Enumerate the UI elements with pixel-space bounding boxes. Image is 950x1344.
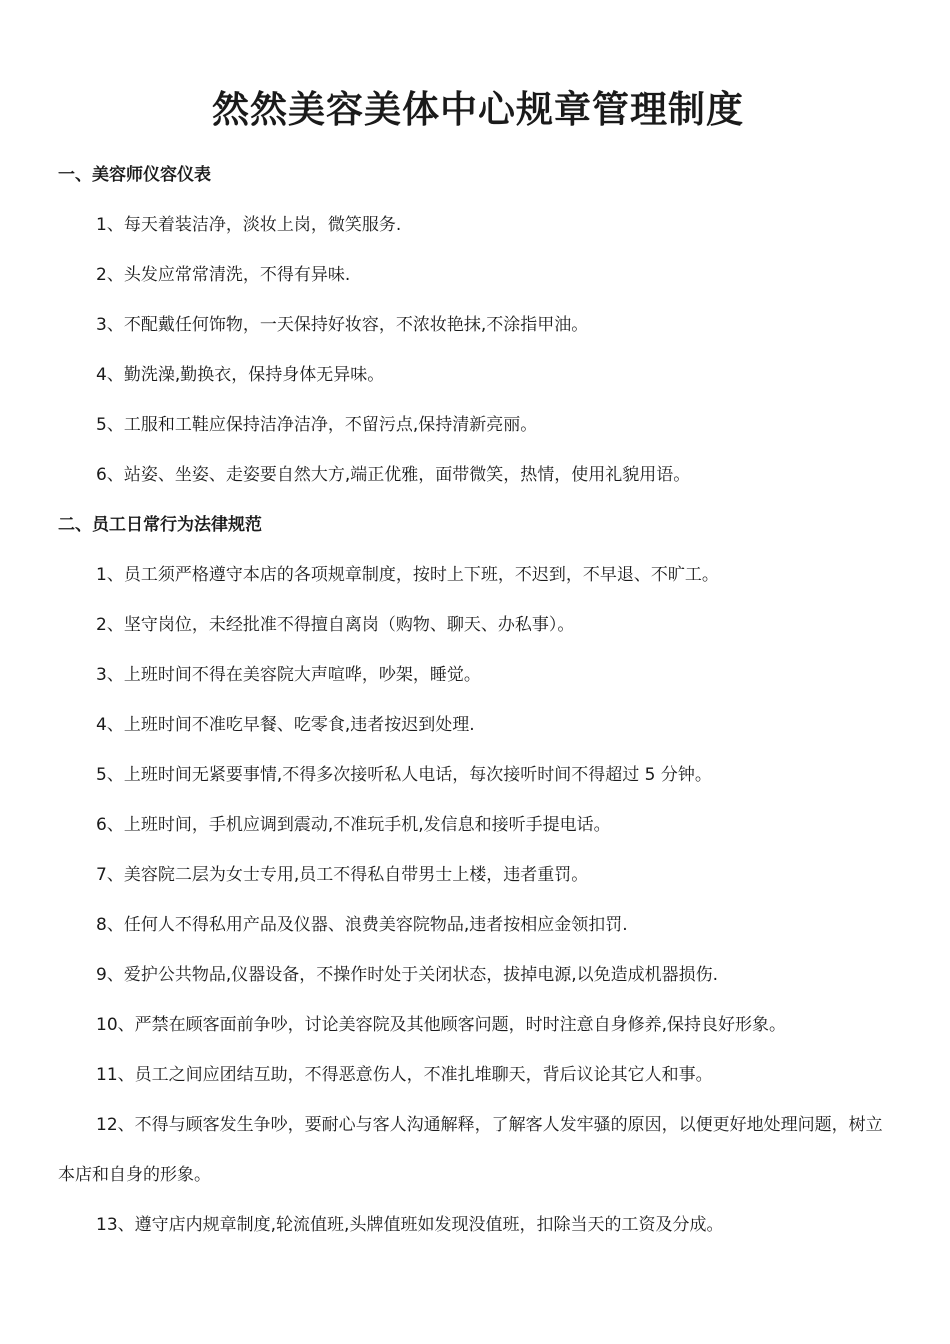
rule-item: 2、坚守岗位，未经批准不得擅自离岗（购物、聊天、办私事）。: [96, 615, 575, 635]
rule-item: 7、美容院二层为女士专用,员工不得私自带男士上楼，违者重罚。: [96, 865, 589, 885]
rule-item: 4、上班时间不准吃早餐、吃零食,违者按迟到处理.: [96, 715, 475, 735]
rule-item: 9、爱护公共物品,仪器设备，不操作时处于关闭状态，拔掉电源,以免造成机器损伤.: [96, 965, 719, 985]
section-heading-appearance: 一、美容师仪容仪表: [58, 165, 211, 185]
rule-item: 10、严禁在顾客面前争吵，讨论美容院及其他顾客问题，时时注意自身修养,保持良好形象。: [96, 1015, 787, 1035]
document-title: 然然美容美体中心规章管理制度: [212, 88, 744, 131]
rule-item: 1、每天着装洁净，淡妆上岗，微笑服务.: [96, 215, 402, 235]
rule-item: 3、上班时间不得在美容院大声喧哗，吵架，睡觉。: [96, 665, 481, 685]
rule-item: 5、工服和工鞋应保持洁净洁净，不留污点,保持清新亮丽。: [96, 415, 538, 435]
rule-item: 5、上班时间无紧要事情,不得多次接听私人电话，每次接听时间不得超过 5 分钟。: [96, 765, 712, 785]
rule-item: 3、不配戴任何饰物，一天保持好妆容，不浓妆艳抹,不涂指甲油。: [96, 315, 589, 335]
rule-item: 11、员工之间应团结互助，不得恶意伤人，不准扎堆聊天，背后议论其它人和事。: [96, 1065, 713, 1085]
rule-item: 4、勤洗澡,勤换衣，保持身体无异味。: [96, 365, 385, 385]
rule-item: 1、员工须严格遵守本店的各项规章制度，按时上下班，不迟到，不早退、不旷工。: [96, 565, 719, 585]
section-heading-conduct: 二、员工日常行为法律规范: [58, 515, 262, 535]
appearance-rules-list: [58, 200, 890, 500]
rule-item: 2、头发应常常清洗，不得有异味.: [96, 265, 351, 285]
conduct-rules-list: [58, 550, 890, 1250]
rule-item: 12、不得与顾客发生争吵，要耐心与客人沟通解释，了解客人发牢骚的原因，以便更好地处理问题，树立本店和自身的形象。: [58, 1115, 883, 1185]
rule-item: 6、站姿、坐姿、走姿要自然大方,端正优雅，面带微笑，热情，使用礼貌用语。: [96, 465, 691, 485]
rule-item: 8、任何人不得私用产品及仪器、浪费美容院物品,违者按相应金领扣罚.: [96, 915, 628, 935]
rule-item: 13、遵守店内规章制度,轮流值班,头牌值班如发现没值班，扣除当天的工资及分成。: [96, 1215, 724, 1235]
rule-item: 6、上班时间，手机应调到震动,不准玩手机,发信息和接听手提电话。: [96, 815, 611, 835]
